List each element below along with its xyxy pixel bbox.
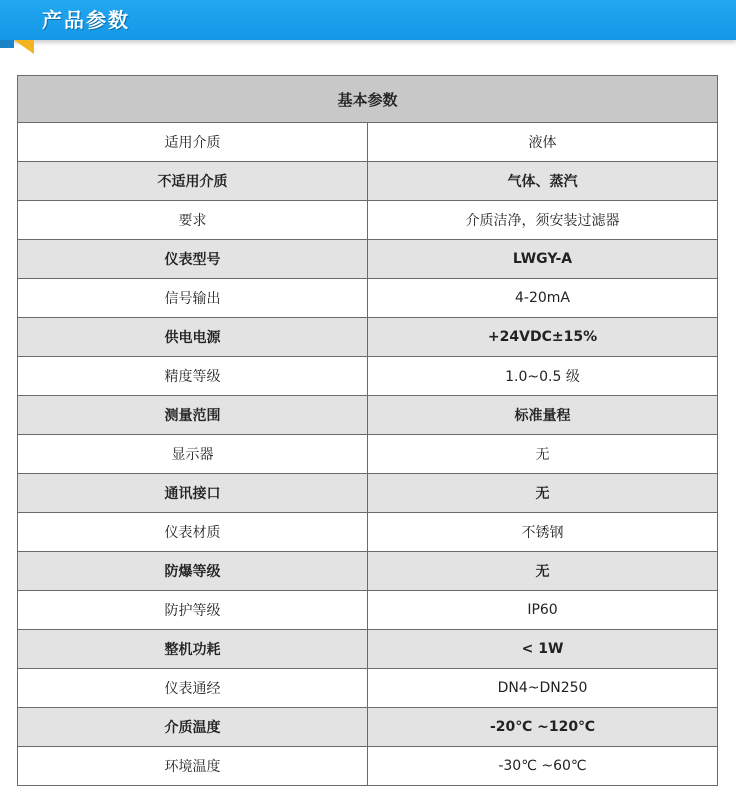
param-value: 不锈钢 [368,513,718,552]
param-value: 标准量程 [368,396,718,435]
param-label: 环境温度 [18,747,368,786]
table-heading-row [18,76,718,123]
table-row [18,240,718,279]
table-row [18,123,718,162]
param-label: 仪表通经 [18,669,368,708]
param-value: IP60 [368,591,718,630]
param-value: -20℃ ~120℃ [368,708,718,747]
param-label: 精度等级 [18,357,368,396]
param-value: -30℃ ~60℃ [368,747,718,786]
param-label: 显示器 [18,435,368,474]
param-value: 气体、蒸汽 [368,162,718,201]
table-row [18,591,718,630]
table-row [18,357,718,396]
table-row [18,513,718,552]
param-label: 通讯接口 [18,474,368,513]
table-heading: 基本参数 [18,76,718,123]
param-value: LWGY-A [368,240,718,279]
param-label: 供电电源 [18,318,368,357]
param-label: 适用介质 [18,123,368,162]
param-label: 要求 [18,201,368,240]
param-value: 无 [368,474,718,513]
param-value: 1.0~0.5 级 [368,357,718,396]
table-row [18,396,718,435]
table-row [18,747,718,786]
param-value: 4-20mA [368,279,718,318]
param-value: +24VDC±15% [368,318,718,357]
param-value: 介质洁净，须安装过滤器 [368,201,718,240]
param-value: < 1W [368,630,718,669]
param-value: 无 [368,552,718,591]
section-title: 产品参数 [42,8,130,32]
section-banner [0,0,736,40]
table-row [18,669,718,708]
param-label: 仪表材质 [18,513,368,552]
table-row [18,201,718,240]
param-label: 测量范围 [18,396,368,435]
param-label: 整机功耗 [18,630,368,669]
param-label: 防爆等级 [18,552,368,591]
parameters-table-wrapper [17,75,717,786]
param-label: 不适用介质 [18,162,368,201]
table-row [18,708,718,747]
table-row [18,474,718,513]
param-value: DN4~DN250 [368,669,718,708]
parameters-table [17,75,718,786]
param-label: 防护等级 [18,591,368,630]
table-row [18,279,718,318]
table-row [18,630,718,669]
param-label: 信号输出 [18,279,368,318]
table-row [18,435,718,474]
table-row [18,552,718,591]
param-value: 液体 [368,123,718,162]
banner-fold-shadow [0,40,14,48]
table-row [18,162,718,201]
table-row [18,318,718,357]
banner-corner-accent [14,40,34,54]
param-label: 仪表型号 [18,240,368,279]
param-label: 介质温度 [18,708,368,747]
param-value: 无 [368,435,718,474]
